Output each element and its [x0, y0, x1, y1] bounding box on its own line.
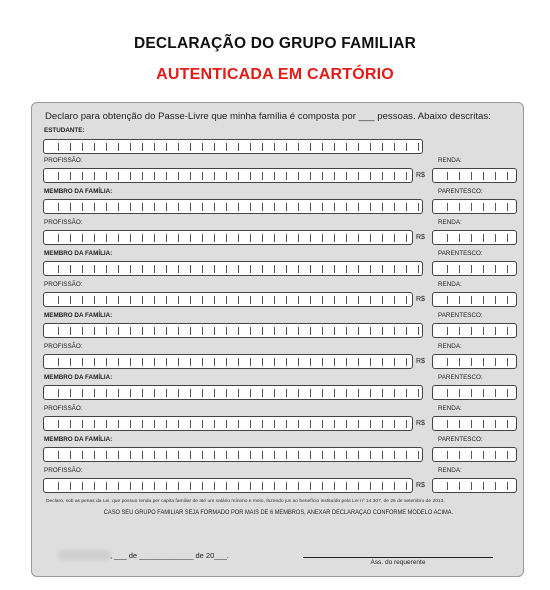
profession-label: PROFISSÃO:: [44, 405, 83, 412]
kinship-label: PARENTESCO:: [438, 374, 483, 381]
profession-label: PROFISSÃO:: [44, 281, 83, 288]
profession-label: PROFISSÃO:: [44, 467, 83, 474]
income-field[interactable]: [432, 416, 517, 431]
income-label: RENDA:: [438, 405, 462, 412]
profession-field[interactable]: [43, 168, 413, 183]
income-label: RENDA:: [438, 157, 462, 164]
member-name-field[interactable]: [43, 199, 423, 214]
income-label: RENDA:: [438, 219, 462, 226]
currency-label: R$: [416, 234, 425, 241]
kinship-label: PARENTESCO:: [438, 188, 483, 195]
form-panel: [31, 102, 524, 577]
kinship-field[interactable]: [432, 385, 517, 400]
income-label: RENDA:: [438, 343, 462, 350]
income-field[interactable]: [432, 168, 517, 183]
currency-label: R$: [416, 420, 425, 427]
currency-label: R$: [416, 482, 425, 489]
profession-label: PROFISSÃO:: [44, 157, 83, 164]
profession-label: PROFISSÃO:: [44, 343, 83, 350]
kinship-field[interactable]: [432, 199, 517, 214]
member-label: MEMBRO DA FAMÍLIA:: [44, 250, 113, 257]
profession-field[interactable]: [43, 354, 413, 369]
kinship-label: PARENTESCO:: [438, 250, 483, 257]
profession-field[interactable]: [43, 478, 413, 493]
kinship-field[interactable]: [432, 261, 517, 276]
currency-label: R$: [416, 358, 425, 365]
members-note: CASO SEU GRUPO FAMILIAR SEJA FORMADO POR MAIS DE 6 MEMBROS, ANEXAR DECLARAÇÃO CONFORME MODELO ACIMA.: [103, 510, 454, 516]
income-label: RENDA:: [438, 281, 462, 288]
student-name-field[interactable]: [43, 139, 423, 154]
member-name-field[interactable]: [43, 323, 423, 338]
kinship-label: PARENTESCO:: [438, 312, 483, 319]
member-name-field[interactable]: [43, 385, 423, 400]
member-label: MEMBRO DA FAMÍLIA:: [44, 436, 113, 443]
member-label: MEMBRO DA FAMÍLIA:: [44, 312, 113, 319]
student-label: ESTUDANTE:: [44, 127, 85, 134]
currency-label: R$: [416, 296, 425, 303]
member-name-field[interactable]: [43, 261, 423, 276]
income-label: RENDA:: [438, 467, 462, 474]
page-subtitle: AUTENTICADA EM CARTÓRIO: [156, 66, 394, 83]
kinship-field[interactable]: [432, 323, 517, 338]
member-label: MEMBRO DA FAMÍLIA:: [44, 188, 113, 195]
member-label: MEMBRO DA FAMÍLIA:: [44, 374, 113, 381]
signature-label: Ass. do requerente: [370, 559, 426, 566]
signature-line: [303, 557, 493, 558]
income-field[interactable]: [432, 478, 517, 493]
currency-label: R$: [416, 172, 425, 179]
declaration-text: Declaro, sob as penas da Lei, que possuo renda per capita familiar de até um salário mínimo e meio, fazendo jus ao benefício instituído pela Lei nº 14.307, de 25 de setembro de 2013.: [46, 499, 445, 504]
intro-text: Declaro para obtenção do Passe-Livre que minha família é composta por ___ pessoas. Abaixo descritas:: [45, 111, 491, 122]
member-name-field[interactable]: [43, 447, 423, 462]
income-field[interactable]: [432, 230, 517, 245]
kinship-label: PARENTESCO:: [438, 436, 483, 443]
page-title: DECLARAÇÃO DO GRUPO FAMILIAR: [133, 35, 416, 52]
kinship-field[interactable]: [432, 447, 517, 462]
profession-field[interactable]: [43, 416, 413, 431]
redacted-city: [58, 550, 110, 560]
income-field[interactable]: [432, 292, 517, 307]
profession-field[interactable]: [43, 292, 413, 307]
income-field[interactable]: [432, 354, 517, 369]
profession-field[interactable]: [43, 230, 413, 245]
profession-label: PROFISSÃO:: [44, 219, 83, 226]
date-line: , ___ de _____________ de 20___.: [110, 551, 229, 560]
